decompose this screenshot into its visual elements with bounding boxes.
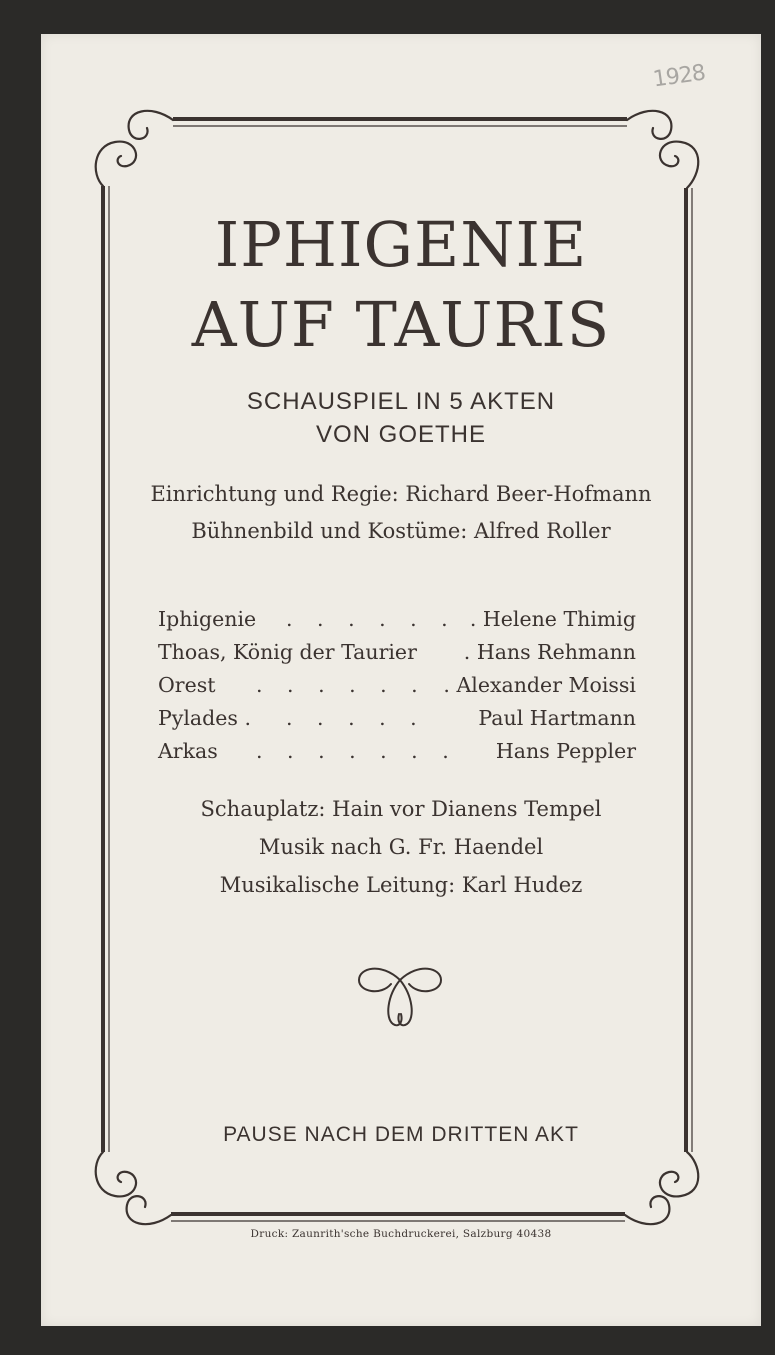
title-line-2: AUF TAURIS: [191, 288, 611, 361]
corner-scroll-top-right: [627, 111, 671, 139]
credit-direction: Einrichtung und Regie: Richard Beer-Hofmann: [150, 482, 652, 506]
cast-role: Arkas: [158, 739, 218, 763]
pencil-year-note: 1928: [651, 60, 707, 93]
cast-role: Orest: [158, 673, 216, 697]
intermission-note: PAUSE NACH DEM DRITTEN AKT: [223, 1123, 579, 1146]
cast-row: [158, 603, 636, 636]
cast-actor: . Helene Thimig: [469, 607, 636, 631]
credit-design: Bühnenbild und Kostüme: Alfred Roller: [191, 519, 611, 543]
title-line-1: IPHIGENIE: [214, 208, 588, 281]
corner-scroll-bottom-left: [127, 1196, 171, 1224]
cast-dots: . . . . . .: [286, 607, 457, 631]
printer-imprint: Druck: Zaunrith'sche Buchdruckerei, Salzburg 40438: [250, 1228, 552, 1240]
cast-role: Iphigenie: [158, 607, 257, 631]
cast-row: [158, 636, 636, 669]
info-conductor: Musikalische Leitung: Karl Hudez: [219, 873, 583, 897]
cast-actor: Hans Peppler: [495, 739, 636, 763]
cast-actor: Paul Hartmann: [478, 706, 636, 730]
center-flourish: [359, 969, 441, 1026]
cast-row: [158, 735, 636, 768]
cast-role: Thoas, König der Taurier: [158, 640, 417, 664]
cast-dots: . . . . . . .: [256, 739, 458, 763]
corner-scroll-top-left: [129, 111, 173, 139]
cast-dots: . . . . . .: [256, 673, 427, 697]
playbill-page: [41, 34, 761, 1326]
corner-scroll-bottom-right: [625, 1196, 669, 1224]
subtitle-line-2: VON GOETHE: [315, 421, 487, 448]
cast-actor: . Alexander Moissi: [443, 673, 636, 697]
cast-dots: . . . . .: [286, 706, 426, 730]
cast-list: [158, 603, 636, 768]
subtitle-line-1: SCHAUSPIEL IN 5 AKTEN: [246, 388, 556, 415]
cast-role: Pylades .: [158, 706, 251, 730]
cast-row: [158, 669, 636, 702]
cast-row: [158, 702, 636, 735]
cast-actor: . Hans Rehmann: [463, 640, 636, 664]
info-setting: Schauplatz: Hain vor Dianens Tempel: [200, 797, 602, 821]
info-music: Musik nach G. Fr. Haendel: [258, 835, 544, 859]
